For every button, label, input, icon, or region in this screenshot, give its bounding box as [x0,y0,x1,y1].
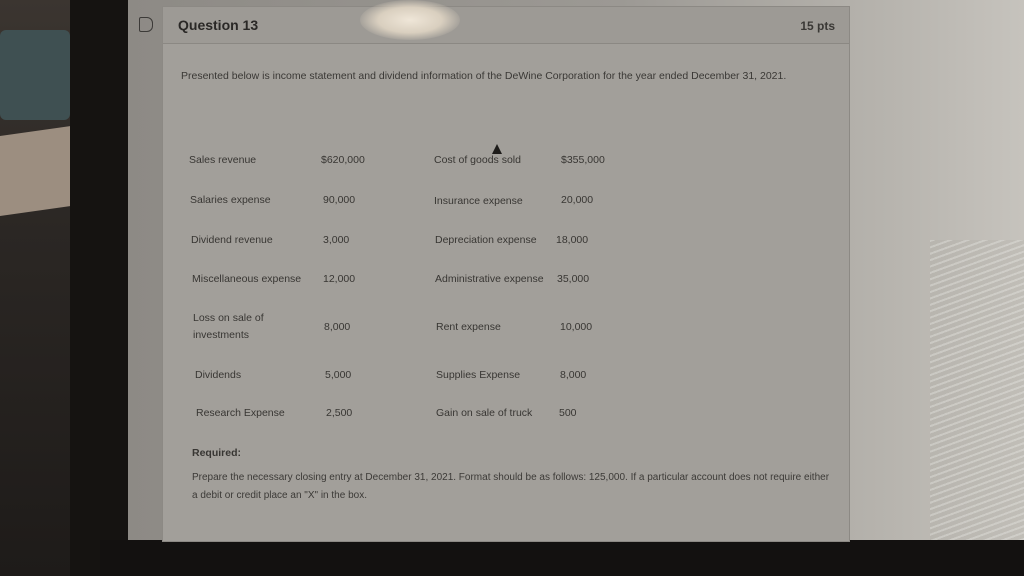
required-instructions: Prepare the necessary closing entry at December 31, 2021. Format should be as follows: 125,000. If a particular account does not require either a debit or credit place an "X" in the box. [192,472,830,501]
question-flag-icon[interactable] [139,17,153,32]
account-name: Cost of goods sold [434,154,521,166]
desk-device [0,30,70,120]
account-amount: $620,000 [321,154,365,166]
question-header [163,7,849,44]
account-name: Sales revenue [189,154,257,166]
account-name: Research Expense [196,407,285,419]
account-name: Loss on sale of investments [193,312,264,341]
screen-glare [360,0,460,40]
account-name: Insurance expense [434,195,523,207]
account-amount: 5,000 [325,369,352,381]
account-amount: 12,000 [323,273,356,285]
account-amount: 18,000 [556,234,589,246]
mouse-pointer-icon [492,144,502,154]
account-name: Dividend revenue [191,234,273,246]
question-points: 15 pts [800,19,835,33]
account-amount: 500 [559,407,577,419]
question-title: Question 13 [178,17,259,33]
account-name: Depreciation expense [435,234,537,246]
account-amount: 8,000 [324,321,351,333]
account-name: Dividends [195,369,242,381]
account-amount: 8,000 [560,369,587,381]
account-name: Rent expense [436,321,501,333]
account-name: Salaries expense [190,194,271,206]
account-amount: 2,500 [326,407,353,419]
question-prompt: Presented below is income statement and dividend information of the DeWine Corporation for the year ended December 31, 2021. [181,70,787,82]
account-name: Supplies Expense [436,369,521,381]
question-card [162,6,850,542]
required-label: Required: [192,447,242,459]
account-name: Gain on sale of truck [436,407,533,419]
account-amount: 20,000 [561,194,594,206]
account-amount: 3,000 [323,234,350,246]
account-name: Miscellaneous expense [192,273,302,285]
account-amount: 35,000 [557,273,590,285]
account-amount: 90,000 [323,194,356,206]
account-amount: $355,000 [561,154,605,166]
account-name: Administrative expense [435,273,544,285]
screen-reflection [930,240,1024,540]
account-amount: 10,000 [560,321,593,333]
monitor-bezel-left [70,0,130,576]
monitor-bezel-bottom [100,540,1024,576]
